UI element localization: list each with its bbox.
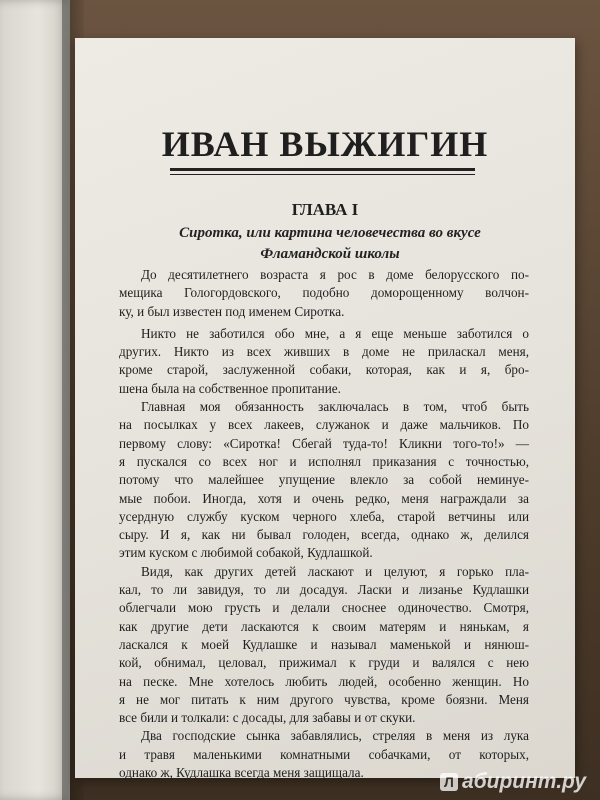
paragraph <box>119 325 529 398</box>
body-text <box>119 266 529 782</box>
text-line: я не мог питать к ним другого чувства, кроме боязни. Меня <box>119 691 529 707</box>
text-line: других. Никто из всех живших в доме не приласкал меня, <box>119 344 529 360</box>
text-line: ку, и был известен под именем Сиротка. <box>119 303 345 319</box>
watermark <box>440 770 586 794</box>
subtitle-line: Фламандской школы <box>260 246 400 262</box>
text-line: и травя маленькими комнатными собачками, от которых, <box>119 746 529 762</box>
text-line: облегчали мою грусть и делали сноснее одиночество. Смотря, <box>119 600 529 616</box>
text-line: Никто не заботился обо мне, а я еще меньше заботился о <box>141 325 529 341</box>
text-line: усердную службу куском черного хлеба, старой ветчины или <box>119 508 529 524</box>
text-line: все били и толкали: с досады, для забавы и от скуки. <box>119 710 416 726</box>
paragraph <box>119 398 529 563</box>
text-line: ласкался к моей Кудлашке и называл маменькой и нянюш- <box>119 636 529 652</box>
left-page <box>0 0 70 800</box>
text-line: как другие дети ласкаются к своим матерям и нянькам, я <box>119 618 529 634</box>
text-line: мещика Гологордовского, подобно доморощенному волчон- <box>119 285 529 301</box>
text-line: Два господские сынка забавлялись, стреляя в меня из лука <box>141 728 529 744</box>
chapter-heading: ГЛАВА I <box>291 200 359 219</box>
paragraph <box>119 563 529 728</box>
text-line: Главная моя обязанность заключалась в том, чтоб быть <box>141 399 529 415</box>
book-page <box>75 38 575 781</box>
title-rule-thin <box>170 174 475 175</box>
text-line: кроме старой, заслуженной собаки, которая, как и я, бро- <box>119 362 529 378</box>
text-line: потому что малейшее упущение влекло за собой неминуе- <box>119 472 529 488</box>
paragraph <box>119 266 529 321</box>
text-line: я пускался со всех ног и исполнял приказания с точностью, <box>119 453 529 469</box>
text-line: До десятилетнего возраста я рос в доме белорусского по- <box>141 267 529 282</box>
text-line: кой, обнимал, целовал, прижимал к груди и валялся с нею <box>119 655 529 671</box>
watermark-text: абиринт.ру <box>461 770 586 793</box>
subtitle-line: Сиротка, или картина человечества во вкусе <box>179 225 481 241</box>
title-rule <box>170 168 475 171</box>
chapter-subtitle <box>125 223 535 265</box>
text-line: первому слову: «Сиротка! Сбегай туда-то! Кликни того-то!» — <box>119 435 529 451</box>
book-title: ИВАН ВЫЖИГИН <box>161 124 489 164</box>
text-line: мые побои. Иногда, хотя и очень редко, меня награждали за <box>119 490 529 506</box>
text-line: сыру. И я, как ни бывал голоден, всегда, однако ж, делился <box>119 527 529 543</box>
text-line: на посылках у всех лакеев, служанок и даже мальчиков. По <box>119 417 529 433</box>
text-line: на песке. Мне хотелось любить людей, особенно женщин. Но <box>119 673 529 689</box>
text-line: кал, то ли завидуя, то ли досадуя. Ласки и лизанье Кудлашки <box>119 582 529 598</box>
text-line: Видя, как других детей ласкают и целуют, я горько пла- <box>141 563 529 579</box>
text-line: этим куском с любимой собакой, Кудлашкой. <box>119 545 373 561</box>
text-line: однако ж, Кудлашка всегда меня защищала. <box>119 765 364 781</box>
text-line: шена была на собственное пропитание. <box>119 380 341 396</box>
labirint-logo-icon: Л <box>440 773 458 791</box>
